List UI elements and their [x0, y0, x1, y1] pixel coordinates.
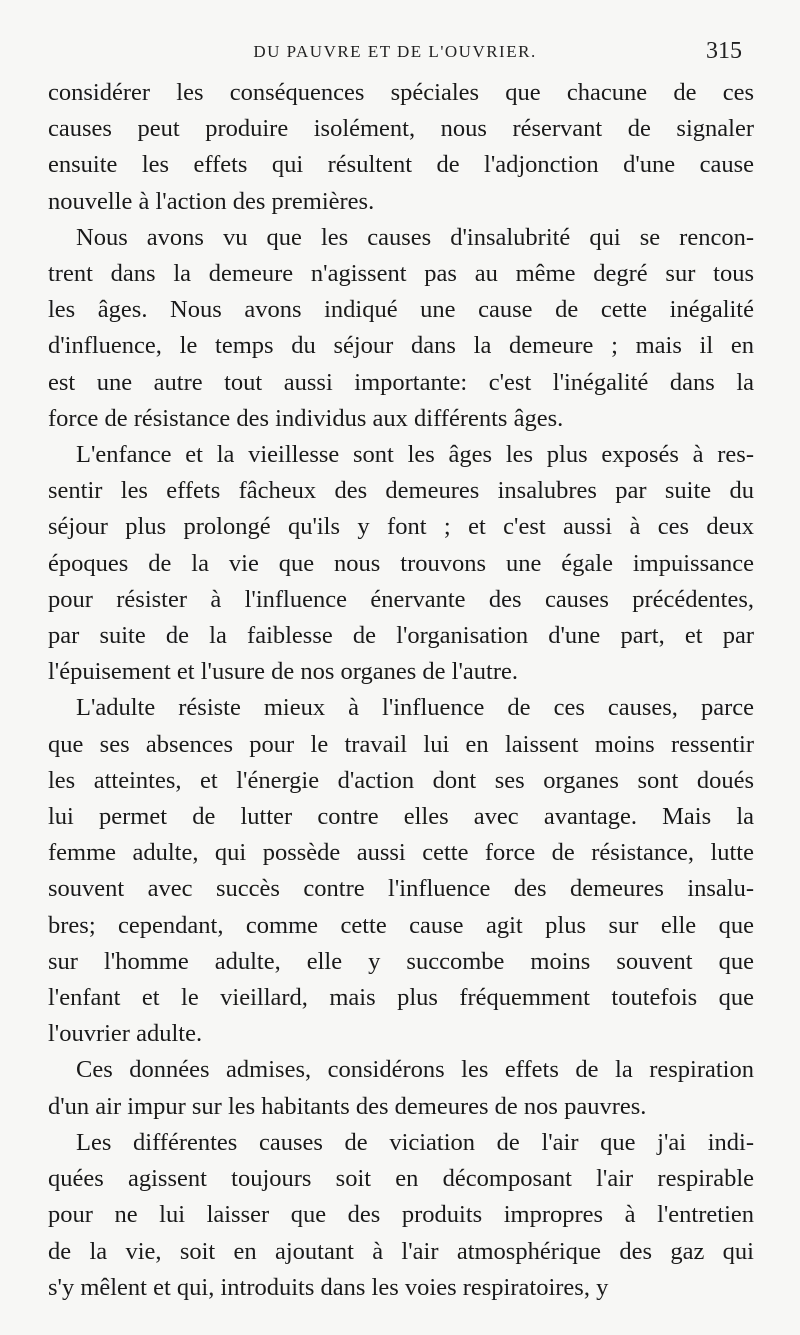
- text-line: par suite de la faiblesse de l'organisation d'une part, et par: [48, 622, 754, 650]
- text-line: force de résistance des individus aux différents âges.: [48, 404, 564, 432]
- text-line: quées agissent toujours soit en décomposant l'air respirable: [48, 1165, 754, 1193]
- text-line: trent dans la demeure n'agissent pas au même degré sur tous: [48, 260, 754, 288]
- text-line: considérer les conséquences spéciales que chacune de ces: [48, 79, 754, 106]
- text-line: souvent avec succès contre l'influence des demeures insalu-: [48, 875, 754, 903]
- text-line: L'enfance et la vieillesse sont les âges les plus exposés à res-: [76, 441, 754, 469]
- text-line: pour résister à l'influence énervante des causes précédentes,: [48, 585, 754, 613]
- text-line: les atteintes, et l'énergie d'action dont ses organes sont doués: [48, 766, 754, 794]
- text-line: nouvelle à l'action des premières.: [48, 187, 375, 215]
- paragraph-5: [48, 1052, 754, 1124]
- text-line: sentir les effets fâcheux des demeures insalubres par suite du: [48, 477, 754, 505]
- text-line: l'ouvrier adulte.: [48, 1020, 203, 1048]
- paragraph-3: [48, 437, 754, 690]
- text-line: femme adulte, qui possède aussi cette force de résistance, lutte: [48, 839, 754, 867]
- text-line: s'y mêlent et qui, introduits dans les voies respiratoires, y: [48, 1273, 609, 1301]
- paragraph-4: [48, 690, 754, 1052]
- text-line: bres; cependant, comme cette cause agit plus sur elle que: [48, 911, 754, 939]
- text-line: époques de la vie que nous trouvons une égale impuissance: [48, 549, 754, 577]
- text-line: les âges. Nous avons indiqué une cause de cette inégalité: [48, 296, 754, 324]
- text-line: pour ne lui laisser que des produits impropres à l'entretien: [48, 1201, 754, 1229]
- text-line: l'épuisement et l'usure de nos organes de l'autre.: [48, 658, 518, 686]
- text-line: Ces données admises, considérons les effets de la respiration: [76, 1056, 754, 1084]
- text-line: causes peut produire isolément, nous réservant de signaler: [48, 115, 754, 143]
- text-line: lui permet de lutter contre elles avec avantage. Mais la: [48, 803, 754, 831]
- paragraph-1: [48, 75, 754, 220]
- text-line: séjour plus prolongé qu'ils y font ; et c'est aussi à ces deux: [48, 513, 754, 541]
- paragraph-6: [48, 1125, 754, 1306]
- page-body: [48, 75, 754, 1306]
- text-line: d'un air impur sur les habitants des demeures de nos pauvres.: [48, 1092, 647, 1120]
- text-line: sur l'homme adulte, elle y succombe moins souvent que: [48, 947, 754, 975]
- page-header: [48, 34, 742, 74]
- text-line: ensuite les effets qui résultent de l'adjonction d'une cause: [48, 151, 754, 179]
- text-line: que ses absences pour le travail lui en laissent moins ressentir: [48, 730, 754, 758]
- running-title: DU PAUVRE ET DE L'OUVRIER.: [253, 42, 537, 61]
- text-line: L'adulte résiste mieux à l'influence de ces causes, parce: [76, 694, 754, 722]
- text-line: l'enfant et le vieillard, mais plus fréquemment toutefois que: [48, 984, 754, 1012]
- paragraph-2: [48, 220, 754, 437]
- text-line: est une autre tout aussi importante: c'est l'inégalité dans la: [48, 368, 754, 396]
- text-line: de la vie, soit en ajoutant à l'air atmosphérique des gaz qui: [48, 1237, 754, 1265]
- page-number: 315: [706, 38, 742, 64]
- text-line: Nous avons vu que les causes d'insalubrité qui se rencon-: [76, 223, 754, 251]
- text-line: d'influence, le temps du séjour dans la demeure ; mais il en: [48, 332, 754, 360]
- text-line: Les différentes causes de viciation de l'air que j'ai indi-: [76, 1128, 754, 1156]
